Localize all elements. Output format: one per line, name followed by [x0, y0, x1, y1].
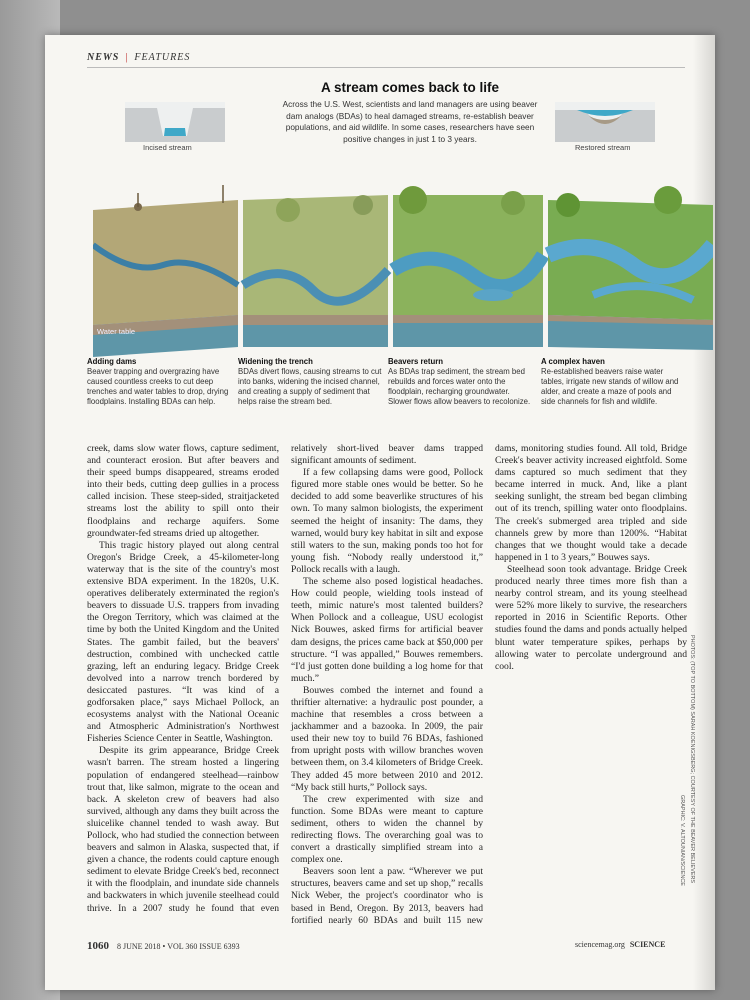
block-widening-trench: [243, 195, 388, 347]
stage-text: As BDAs trap sediment, the stream bed rebuilds and forces water onto the floodplain, recharging groundwater. Slower flows allow beavers to recolonize.: [388, 367, 531, 406]
article-paragraph: If a few collapsing dams were good, Pollock figured more stable ones would be better. So he decided to add some beaverlike structures of his own. To many salmon biologists, the experiment seemed the height of insanity: The dams, they warned, would bury key habitat in silt and expose still waters to the sun, making ponds too hot for young fish. “Nobody really understood it,” Pollock recalls with a laugh.: [291, 467, 483, 575]
article-paragraph: The crew experimented with size and function. Some BDAs were meant to capture sediment, others to widen the channel by redirecting flows. The overarching goal was to convert a drastically simplified stream into a complex one.: [291, 793, 483, 866]
graphic-credit: GRAPHIC: V. ALTOUNIAN/SCIENCE: [679, 795, 685, 886]
article-paragraph: Bouwes combed the internet and found a thriftier alternative: a hydraulic post pounder, a machine that resembles a cross between a jackhammer and a bazooka. In 2009, the pair used their new toy to build 76 BDAs, fashioned from upright posts with willow branches woven between them, on 3.4 kilometers of Bridge Creek. They added 45 more between 2010 and 2012. “My back still hurts,” Pollock says.: [291, 684, 483, 793]
block-beavers-return: [393, 186, 543, 347]
restored-cross-section: [555, 102, 655, 142]
page-spine-shadow: [693, 35, 715, 990]
stage-caption-3: [388, 357, 533, 407]
article-paragraph: creek, dams slow water flows, capture sediment, and counteract erosion. But after beavers and their speed bumps disappeared, streams eroded into their beds, cutting deep gullies in a process called incision. These steep-sided, straitjacketed streams lost the ability to spill onto their floodplains and recharge aquifers. Some groundwater-fed streams dried up altogether.: [87, 443, 279, 539]
photo-credit: PHOTOS: (TOP TO BOTTOM) SARAH KOENIGSBERG; COURTESY OF THE BEAVER BELIEVERS: [689, 635, 695, 884]
block-complex-haven: [548, 186, 713, 350]
article-paragraph: This tragic history played out along central Oregon's Bridge Creek, a 45-kilometer-long waterway that is the site of the country's most extensive BDA experiment. In the 1820s, U.K. operatives deliberately exterminated the region's beavers to dissuade U.S. trappers from invading the Oregon Territory, which was claimed at the time by both the United Kingdom and the United States. The gambit failed, but the beavers' destruction, combined with unchecked cattle grazing, left an enduring legacy. Bridge Creek devolved into a narrow trench bordered by desiccated pastures. “It was kind of a godforsaken place,” says Michael Pollock, an ecosystems analyst with the National Oceanic and Atmospheric Administration's Northwest Fisheries Science Center in Seattle, Washington.: [87, 539, 279, 745]
header-rule: [87, 67, 685, 68]
stage-caption-4: [541, 357, 686, 407]
stage-caption-2: [238, 357, 383, 407]
journal-name: SCIENCE: [629, 940, 666, 949]
stage-heading: A complex haven: [541, 357, 605, 366]
section-name: NEWS: [87, 52, 120, 63]
article-body: [87, 443, 687, 933]
article-paragraph: Beavers soon lent a paw. “Wherever we put structures, beavers came and set up shop,” recalls Nick Weber, the project's coordinator who is based in Bend, Oregon. By 2013, beavers had fortified nearly 60 BDAs and built 115 new dams, monitoring studies found. All told, Bridge Creek's beaver activity increased eightfold. Some dams captured so much sediment that they became interred in muck. And, like a plant seeking sunlight, the stream bed began climbing out of its trench, spilling water onto floodplains. The creek's submerged area tripled and side channels grew by more than 1200%. “Habitat changes that we thought would take a decade happened in 1 to 3 years,” Bouwes says.: [291, 443, 687, 926]
page-footer-right: [575, 940, 665, 949]
stage-text: Re-established beavers raise water tables, irrigate new stands of willow and alder, and create a maze of pools and side channels for fish and wildlife.: [541, 367, 679, 406]
subsection-name: FEATURES: [134, 52, 191, 63]
stage-heading: Widening the trench: [238, 357, 313, 366]
graphic-intro: Across the U.S. West, scientists and land managers are using beaver dam analogs (BDAs) to heal damaged streams, re-establish beaver populations, and aid wildlife. In some cases, researchers have seen positive changes in just 1 to 3 years.: [282, 99, 538, 144]
stream-restoration-diagram: [93, 185, 713, 365]
issue-info: 8 JUNE 2018 • VOL 360 ISSUE 6393: [117, 942, 240, 951]
site-url: sciencemag.org: [575, 940, 625, 949]
article-paragraph: Steelhead soon took advantage. Bridge Creek produced nearly three times more fish than a nearby control stream, and its young steelhead were 52% more likely to survive, the researchers reported in 2016 in Scientific Reports. Other studies found the dams and ponds actually helped blunt water temperature spikes, perhaps by allowing water to percolate underground and cool.: [495, 563, 687, 672]
page-footer-left: [87, 940, 240, 952]
section-header: [87, 52, 190, 63]
stage-text: Beaver trapping and overgrazing have caused countless creeks to cut deep trenches and water tables to drop, drying floodplains. Installing BDAs can help.: [87, 367, 229, 406]
water-table-label: Water table: [97, 327, 136, 336]
magazine-page: [45, 35, 715, 990]
article-paragraph: Despite its grim appearance, Bridge Creek wasn't barren. The stream hosted a lingering population of endangered steelhead—rainbow trout that, like salmon, migrate to the ocean and back. A skeleton crew of beavers had also survived, although any dams they built across the sluicelike channel tended to wash away. But Pollock, who had studied the connection between beavers and salmon in Alaska, suspected that, if given a chance, the rodents could capture enough sediment to elevate Bridge Creek's bed, reconnect it with the floodplain, and inundate side channels and backwaters in which juvenile steelhead could thrive. In a 2007 study he found that even relatively short-lived beaver dams trapped significant amounts of sediment.: [87, 443, 483, 914]
stage-heading: Beavers return: [388, 357, 444, 366]
page-number: 1060: [87, 940, 109, 952]
incised-cross-section: [125, 102, 225, 142]
restored-stream-label: Restored stream: [575, 143, 631, 152]
header-separator: |: [125, 52, 129, 63]
graphic-title: A stream comes back to life: [320, 80, 500, 95]
stage-caption-1: [87, 357, 232, 407]
stage-text: BDAs divert flows, causing streams to cut into banks, widening the incised channel, and creating a supply of sediment that helps raise the stream bed.: [238, 367, 382, 406]
incised-stream-label: Incised stream: [143, 143, 192, 152]
article-paragraph: The scheme also posed logistical headaches. How could people, wielding tools instead of teeth, mimic nature's most talented builders? When Pollock and a colleague, USU ecologist Nick Bouwes, asked firms for artificial beaver dam designs, the prices came back at $50,000 per structure. “I was appalled,” Bouwes remembers. “I'd just gotten done building a log home for that much.”: [291, 576, 483, 684]
stage-heading: Adding dams: [87, 357, 137, 366]
